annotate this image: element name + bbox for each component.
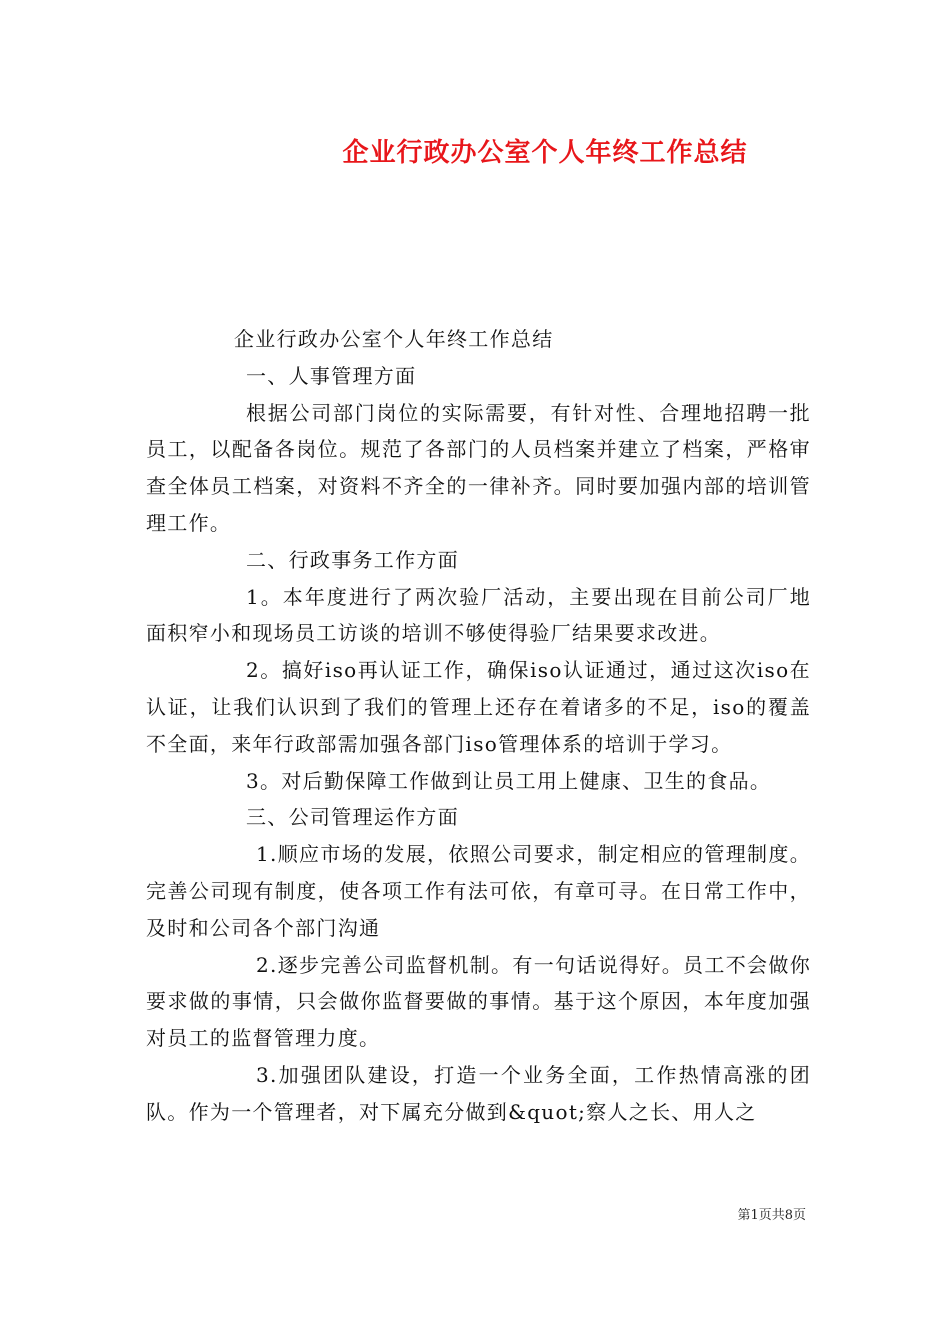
paragraph-admin-2: 2。搞好iso再认证工作，确保iso认证通过，通过这次iso在认证，让我们认识到了我们的管理上还存在着诸多的不足，iso的覆盖不全面，来年行政部需加强各部门iso管理体系的培训于学习。 [146,658,811,756]
paragraph-mgmt-1: 1.顺应市场的发展，依照公司要求，制定相应的管理制度。完善公司现有制度，使各项工作有法可依，有章可寻。在日常工作中，及时和公司各个部门沟通 [146,842,811,940]
document-body [146,321,811,1131]
section-heading-hr: 一、人事管理方面 [246,363,417,388]
document-subtitle: 企业行政办公室个人年终工作总结 [234,327,554,351]
page-number: 第1页共8页 [737,1208,806,1223]
document-title: 企业行政办公室个人年终工作总结 [342,138,748,168]
paragraph-admin-3: 3。对后勤保障工作做到让员工用上健康、卫生的食品。 [246,768,772,793]
paragraph-mgmt-3: 3.加强团队建设，打造一个业务全面，工作热情高涨的团队。作为一个管理者，对下属充分做到&quot;察人之长、用人之 [146,1062,811,1124]
paragraph-mgmt-2: 2.逐步完善公司监督机制。有一句话说得好。员工不会做你要求做的事情，只会做你监督要做的事情。基于这个原因，本年度加强对员工的监督管理力度。 [146,952,811,1051]
section-heading-mgmt: 三、公司管理运作方面 [246,805,459,830]
paragraph-hr: 根据公司部门岗位的实际需要，有针对性、合理地招聘一批员工，以配备各岗位。规范了各部门的人员档案并建立了档案，严格审查全体员工档案，对资料不齐全的一律补齐。同时要加强内部的培训管理工作。 [146,400,811,535]
paragraph-admin-1: 1。本年度进行了两次验厂活动，主要出现在目前公司厂地面积窄小和现场员工访谈的培训不够使得验厂结果要求改进。 [146,584,811,646]
section-heading-admin: 二、行政事务工作方面 [246,547,459,572]
